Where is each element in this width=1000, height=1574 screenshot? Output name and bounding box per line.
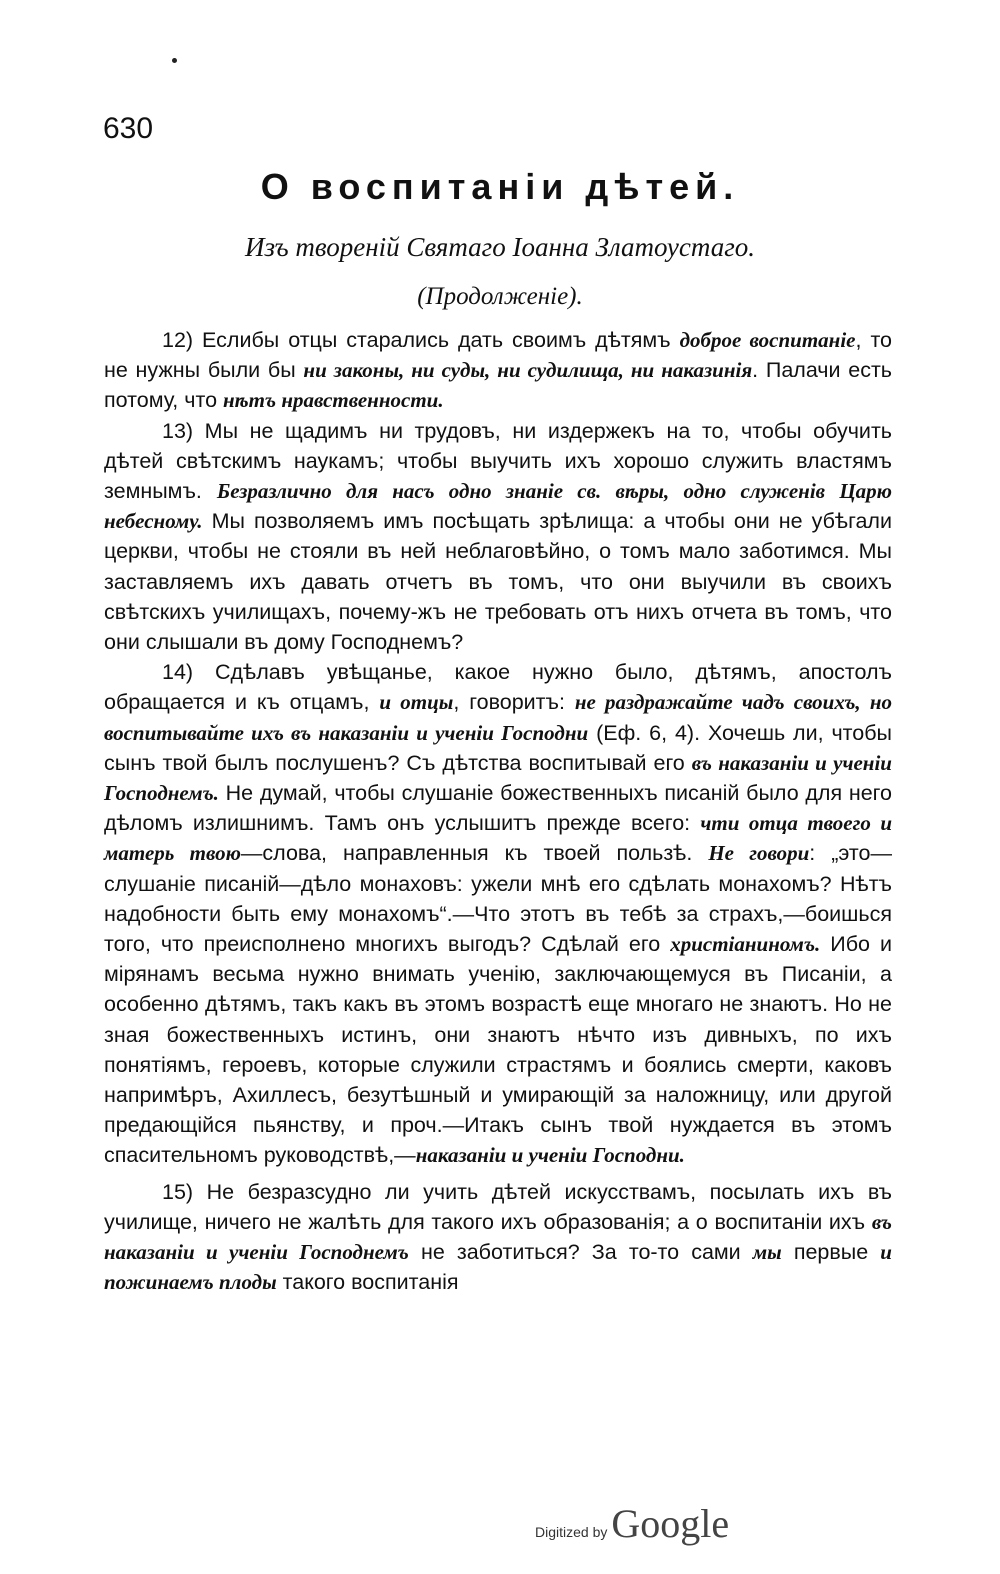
emphasis-text: наказаніи и ученіи Господни. xyxy=(415,1143,685,1168)
article-subtitle: Изъ твореній Святаго Іоанна Златоустаго. xyxy=(244,232,755,262)
text-run: , то не нужны были бы xyxy=(104,328,893,383)
emphasis-text: въ наказаніи и ученіи Господнемъ. xyxy=(104,750,892,806)
paragraph-14 xyxy=(104,657,892,1170)
emphasis-text: мы xyxy=(752,1240,782,1265)
paragraph-15 xyxy=(104,1177,892,1298)
text-run: . Палачи есть потому, что xyxy=(104,358,893,413)
text-run: такого воспитанія xyxy=(276,1270,459,1295)
emphasis-text: не раздражайте чадъ своихъ, но воспитывайте ихъ въ наказаніи и ученіи Господни xyxy=(104,690,892,745)
digitized-by-label: Digitized by xyxy=(535,1524,608,1540)
text-run: Мы позволяемъ имъ посѣщать зрѣлища: а чтобы они не убѣгали церкви, чтобы не стояли въ ней неблаговѣйно, о томъ мало заботимся. Мы заставляемъ ихъ давать отчетъ въ томъ, что они выучили въ своихъ свѣтскихъ училищахъ, почему-жъ не требовать отъ нихъ отчета въ томъ, что они слышали въ дому Господнемъ? xyxy=(104,509,892,655)
article-title: О воспитаніи дѣтей. xyxy=(260,166,740,207)
ink-dot xyxy=(172,58,177,63)
text-run: первые xyxy=(781,1240,881,1265)
page-number: 630 xyxy=(103,112,154,145)
emphasis-text: доброе воспитаніе xyxy=(679,328,856,352)
emphasis-text: чти отца твоего и матерь твою xyxy=(104,811,892,866)
text-run: не заботиться? За то-то сами xyxy=(408,1240,753,1265)
text-run: Не думай, чтобы слушаніе божественныхъ писаній было для него дѣломъ излишнимъ. Тамъ онъ услышитъ прежде всего: xyxy=(104,781,892,836)
emphasis-text: и пожинаемъ плоды xyxy=(104,1240,892,1295)
emphasis-text: Не говори xyxy=(708,841,810,866)
text-run: , говоритъ: xyxy=(453,690,575,715)
text-run: Ибо и мірянамъ весьма нужно внимать ученію, заключающемуся въ Писаніи, а особенно дѣтямъ, такъ какъ въ этомъ возрастѣ еще многаго не знаютъ. Но не зная божественныхъ истинъ, они знаютъ нѣчто изъ дивныхъ, по ихъ понятіямъ, героевъ, которые служили страстямъ и боялись смерти, каковъ напримѣръ, Ахиллесъ, безутѣшный и умирающій за наложницу, или другой предающійся пьянству, и проч.—Итакъ сынъ твой нуждается въ этомъ спасительномъ руководствѣ,— xyxy=(104,932,893,1168)
emphasis-text: христіаниномъ. xyxy=(670,932,821,957)
text-run: 14) Сдѣлавъ увѣщанье, какое нужно было, дѣтямъ, апостолъ обращается и къ отцамъ, xyxy=(104,660,892,715)
text-run: : „это—слушаніе писаній—дѣло монаховъ: ужели мнѣ его сдѣлать монахомъ? Нѣтъ надобности быть ему монахомъ“.—Что этотъ въ тебѣ за страхъ,—боишься того, что преисполнено многихъ выгодъ? Сдѣлай его xyxy=(104,841,892,957)
text-run: 15) Не безразсудно ли учить дѣтей искусствамъ, посылать ихъ въ училище, ничего не жалѣть для такого ихъ образованія; а о воспитаніи ихъ xyxy=(104,1179,892,1234)
emphasis-text: нѣтъ нравственности. xyxy=(223,388,444,413)
google-logo: Google xyxy=(611,1501,730,1546)
article-body xyxy=(104,325,892,1298)
text-run: 12) Еслибы отцы старались дать своимъ дѣтямъ xyxy=(162,328,680,352)
emphasis-text: и отцы xyxy=(379,690,454,715)
paragraph-12 xyxy=(104,325,892,416)
emphasis-text: въ наказаніи и ученіи Господнемъ xyxy=(104,1209,892,1265)
emphasis-text: Безразлично для насъ одно знаніе св. вѣры, одно служенів Царю небесному. xyxy=(104,479,892,534)
text-run: (Еф. 6, 4). Хочешь ли, чтобы сынъ твой былъ послушенъ? Съ дѣтства воспитывай его xyxy=(104,720,892,775)
emphasis-text: ни законы, ни суды, ни судилища, ни наказинія xyxy=(303,358,753,383)
paragraph-13 xyxy=(104,416,892,658)
text-run: —слова, направленныя къ твоей пользѣ. xyxy=(240,841,709,866)
text-run: 13) Мы не щадимъ ни трудовъ, ни издержекъ на то, чтобы обучить дѣтей свѣтскимъ наукамъ; чтобы выучить ихъ хорошо служить властямъ земнымъ. xyxy=(104,418,892,504)
continuation-note: (Продолженіе). xyxy=(417,283,583,310)
digitization-watermark xyxy=(535,1500,729,1547)
